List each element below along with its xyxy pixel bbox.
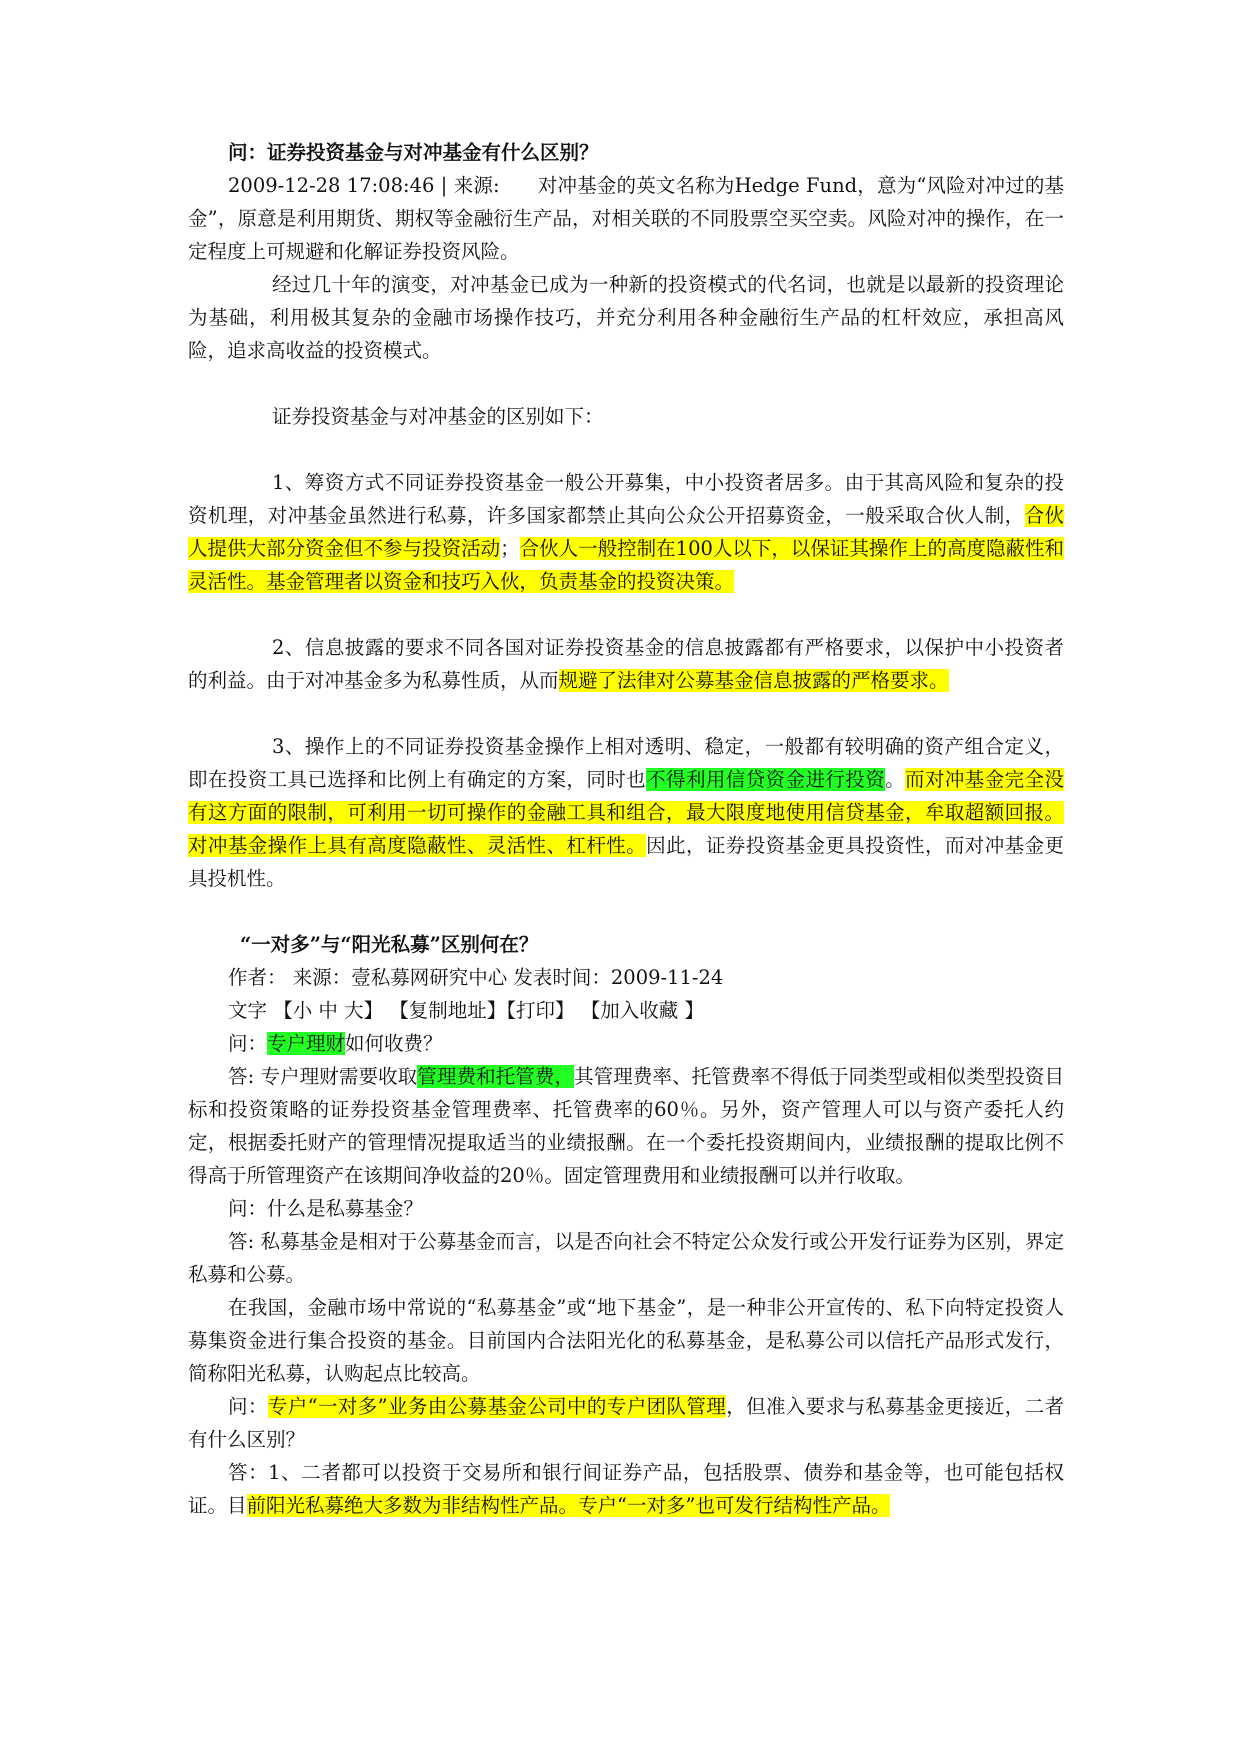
spacer [188, 367, 1064, 400]
article2-answer-1 [188, 1060, 1064, 1192]
article2-title: “一对多”与“阳光私募”区别何在？ [240, 933, 539, 956]
q3-prefix: 问： [228, 1395, 268, 1418]
article1-date: 2009-12-28 17:08:46 [228, 174, 435, 197]
article2-answer-2b: 在我国，金融市场中常说的“私募基金”或“地下基金”，是一种非公开宣传的、私下向特定投资人募集资金进行集合投资的基金。目前国内合法阳光化的私募基金，是私募公司以信托产品形式发行，简称阳光私募，认购起点比较高。 [188, 1296, 1064, 1385]
article1-point3 [188, 730, 1064, 895]
a3-highlight: 前阳光私募绝大多数为非结构性产品。专户“一对多”也可发行结构性产品。 [246, 1494, 891, 1517]
point1-highlight-2: 合伙人一般控制在100人以下，以保证其操作上的高度隐蔽性和灵活性。基金管理者以资金和技巧入伙，负责基金的投资决策。 [188, 537, 1064, 593]
q1-prefix: 问： [228, 1032, 268, 1055]
article1-meta-separator: | [434, 174, 454, 197]
point1-text: 1、筹资方式不同证券投资基金一般公开募集，中小投资者居多。由于其高风险和复杂的投资机理，对冲基金虽然进行私募，许多国家都禁止其向公众公开招募资金，一般采取合伙人制， [188, 471, 1064, 527]
point3-highlight-yellow: 而对冲基金完全没有这方面的限制，可利用一切可操作的金融工具和组合，最大限度地使用信贷基金，牟取超额回报。对冲基金操作上具有高度隐蔽性、灵活性、杠杆性。 [188, 768, 1064, 857]
article2-answer-3 [188, 1456, 1064, 1522]
article2-question-2: 问：什么是私募基金？ [228, 1197, 424, 1220]
a3-prefix: 答：1、二者都可以投资于交易所和银行间证券产品，包括股票、债券和基金等，也可能包括权证。目 [188, 1461, 1064, 1517]
a1-prefix: 答: 专户理财需要收取 [228, 1065, 418, 1088]
article1-point1 [188, 466, 1064, 598]
q3-rest: ，但准入要求与私募基金更接近，二者有什么区别？ [188, 1395, 1064, 1451]
point3-highlight-green: 不得利用信贷资金进行投资 [646, 768, 886, 791]
article1-title: 问：证券投资基金与对冲基金有什么区别？ [228, 141, 599, 164]
article1-diff-intro: 证券投资基金与对冲基金的区别如下： [272, 405, 604, 428]
article1-point2 [188, 631, 1064, 697]
spacer [188, 433, 1064, 466]
spacer [188, 697, 1064, 730]
q1-highlight: 专户理财 [267, 1032, 346, 1055]
point2-highlight: 规避了法律对公募基金信息披露的严格要求。 [558, 669, 949, 692]
a1-rest: 其管理费率、托管费率不得低于同类型或相似类型投资目标和投资策略的证券投资基金管理费率、托管费率的60％。另外，资产管理人可以与资产委托人约定，根据委托财产的管理情况提取适当的业绩报酬。在一个委托投资期间内，业绩报酬的提取比例不得高于所管理资产在该期间净收益的20％。固定管理费用和业绩报酬可以并行收取。 [188, 1065, 1064, 1187]
article2-question-1 [188, 1027, 1064, 1060]
article1-meta-intro [188, 169, 1064, 268]
article2-answer-2: 答: 私募基金是相对于公募基金而言，以是否向社会不特定公众发行或公开发行证券为区别，界定私募和公募。 [188, 1230, 1064, 1286]
article1-intro: 对冲基金的英文名称为Hedge Fund，意为“风险对冲过的基金”，原意是利用期货、期权等金融衍生产品，对相关联的不同股票空买空卖。风险对冲的操作，在一定程度上可规避和化解证券投资风险。 [188, 174, 1064, 263]
article2-toolbar: 文字 【小 中 大】 【复制地址】【打印】 【加入收藏 】 [228, 999, 704, 1022]
spacer [188, 895, 1064, 928]
point2-text: 2、信息披露的要求不同各国对证券投资基金的信息披露都有严格要求，以保护中小投资者的利益。由于对冲基金多为私募性质，从而 [188, 636, 1064, 692]
q1-rest: 如何收费？ [345, 1032, 443, 1055]
article2-meta: 作者： 来源：壹私募网研究中心 发表时间：2009-11-24 [228, 966, 724, 989]
a1-highlight: 管理费和托管费， [417, 1065, 575, 1088]
q3-highlight: 专户“一对多”业务由公募基金公司中的专户团队管理 [267, 1395, 727, 1418]
point1-highlight-1: 合伙人提供大部分资金但不参与投资活动 [188, 504, 1064, 560]
spacer [188, 598, 1064, 631]
document-page [188, 136, 1064, 1522]
article1-source-label: 来源: [453, 174, 500, 197]
point3-conclusion: 因此，证券投资基金更具投资性，而对冲基金更具投机性。 [188, 834, 1064, 890]
point3-text: 3、操作上的不同证券投资基金操作上相对透明、稳定，一般都有较明确的资产组合定义，即在投资工具已选择和比例上有确定的方案，同时也 [188, 735, 1064, 791]
point3-period: 。 [885, 768, 906, 791]
article1-evolution: 经过几十年的演变，对冲基金已成为一种新的投资模式的代名词，也就是以最新的投资理论为基础，利用极其复杂的金融市场操作技巧，并充分利用各种金融衍生产品的杠杆效应，承担高风险，追求高收益的投资模式。 [188, 273, 1064, 362]
point1-separator: ； [500, 537, 520, 560]
article2-question-3 [188, 1390, 1064, 1456]
